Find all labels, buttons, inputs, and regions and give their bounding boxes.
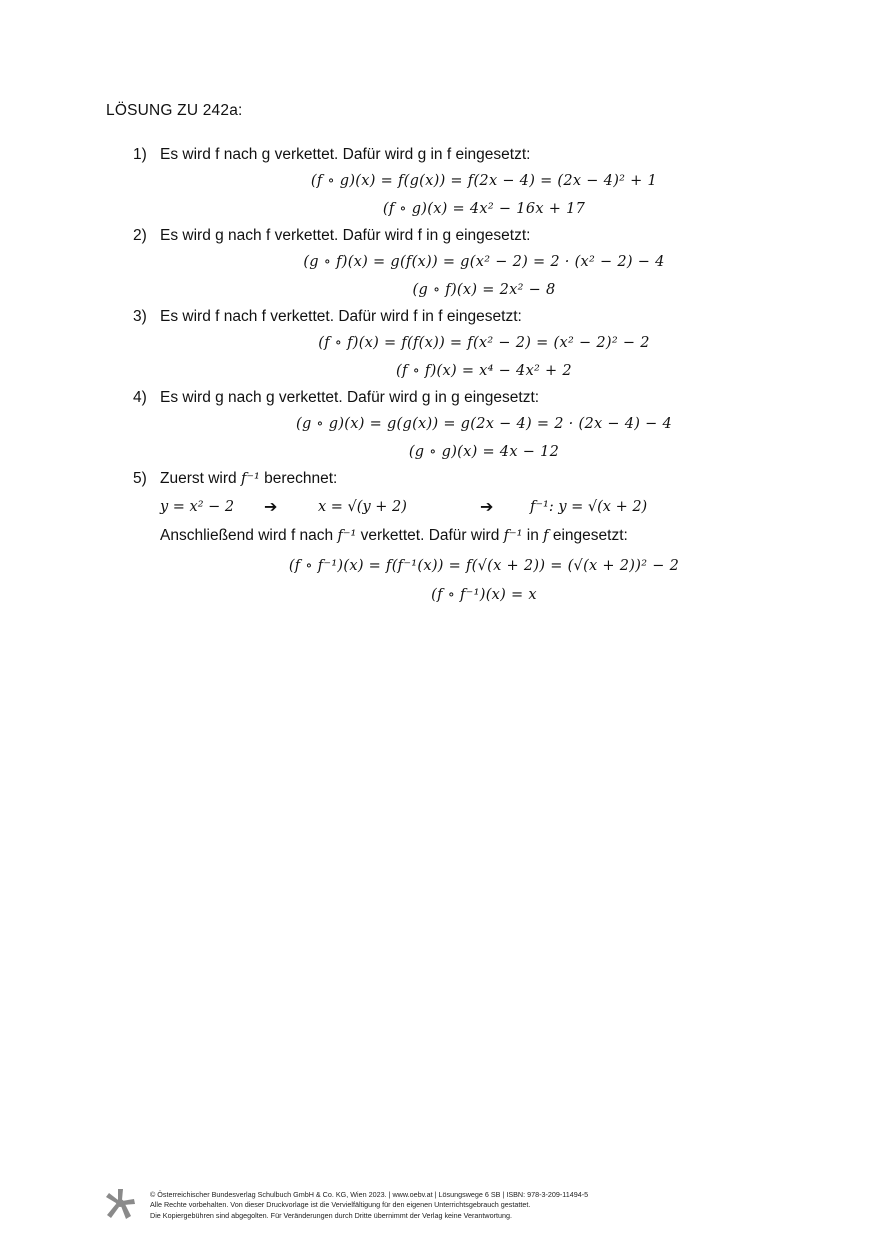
item-2-equation-2: (g ∘ f)(x) = 2x² − 8 (412, 282, 556, 298)
item-3-equation-1: (f ∘ f)(x) = f(f(x)) = f(x² − 2) = (x² − 2)² − 2 (318, 335, 650, 351)
page-title: LÖSUNG ZU 242a: (106, 102, 243, 119)
function-symbol-f: f (543, 528, 549, 544)
item-5-text-before: Zuerst wird (160, 470, 241, 487)
line2-part-a: Anschließend wird f nach (160, 527, 338, 544)
footer-rights: Alle Rechte vorbehalten. Von dieser Druckvorlage ist die Vervielfältigung für den eigenen Unterrichtsgebrauch gestattet. (150, 1200, 531, 1210)
line2-part-b: verkettet. Dafür wird (356, 527, 504, 544)
item-5-text-after: berechnet: (259, 470, 338, 487)
inverse-function-symbol: f⁻¹ (240, 471, 260, 487)
item-3-equation-2: (f ∘ f)(x) = x⁴ − 4x² + 2 (396, 363, 572, 379)
item-5-line-2 (160, 527, 628, 545)
footer-disclaimer: Die Kopiergebühren sind abgegolten. Für Veränderungen durch Dritte übernimmt der Verlag keine Verantwortung. (150, 1210, 512, 1220)
item-5-number: 5) (133, 470, 147, 487)
inverse-step-2: x = √(y + 2) (318, 499, 407, 515)
line2-part-d: eingesetzt: (548, 527, 628, 544)
inverse-function-symbol: f⁻¹ (503, 528, 523, 544)
item-1-equation-1: (f ∘ g)(x) = f(g(x)) = f(2x − 4) = (2x − 4)² + 1 (310, 173, 658, 189)
item-5-equation-1: (f ∘ f⁻¹)(x) = f(f⁻¹(x)) = f(√(x + 2)) = (√(x + 2))² − 2 (288, 558, 680, 574)
item-5-text (160, 470, 337, 488)
item-1-equation-2: (f ∘ g)(x) = 4x² − 16x + 17 (382, 201, 586, 217)
line2-part-c: in (522, 527, 544, 544)
arrow-right-icon: ➔ (264, 497, 278, 516)
item-4-equation-2: (g ∘ g)(x) = 4x − 12 (408, 444, 560, 460)
footer (150, 1190, 588, 1221)
item-4-equation-1: (g ∘ g)(x) = g(g(x)) = g(2x − 4) = 2 · (2x − 4) − 4 (295, 416, 672, 432)
inverse-step-1: y = x² − 2 (160, 499, 235, 515)
inverse-function-symbol: f⁻¹ (337, 528, 357, 544)
item-1-text: Es wird f nach g verkettet. Dafür wird g in f eingesetzt: (160, 146, 531, 163)
item-2-equation-1: (g ∘ f)(x) = g(f(x)) = g(x² − 2) = 2 · (x² − 2) − 4 (303, 254, 665, 270)
item-1-number: 1) (133, 146, 147, 163)
footer-copyright: © Österreichischer Bundesverlag Schulbuch GmbH & Co. KG, Wien 2023. | www.oebv.at | Lösungswege 6 SB | ISBN: 978-3-209-11494-5 (150, 1190, 589, 1199)
item-2-number: 2) (133, 227, 147, 244)
inverse-step-3: f⁻¹: y = √(x + 2) (530, 499, 648, 515)
item-2-text: Es wird g nach f verkettet. Dafür wird f in g eingesetzt: (160, 227, 531, 244)
item-4-number: 4) (133, 389, 147, 406)
publisher-logo-icon (104, 1188, 136, 1220)
item-3-number: 3) (133, 308, 147, 325)
item-5-equation-2: (f ∘ f⁻¹)(x) = x (431, 587, 537, 603)
item-3-text: Es wird f nach f verkettet. Dafür wird f in f eingesetzt: (160, 308, 522, 325)
arrow-right-icon: ➔ (480, 497, 494, 516)
item-4-text: Es wird g nach g verkettet. Dafür wird g in g eingesetzt: (160, 389, 540, 406)
